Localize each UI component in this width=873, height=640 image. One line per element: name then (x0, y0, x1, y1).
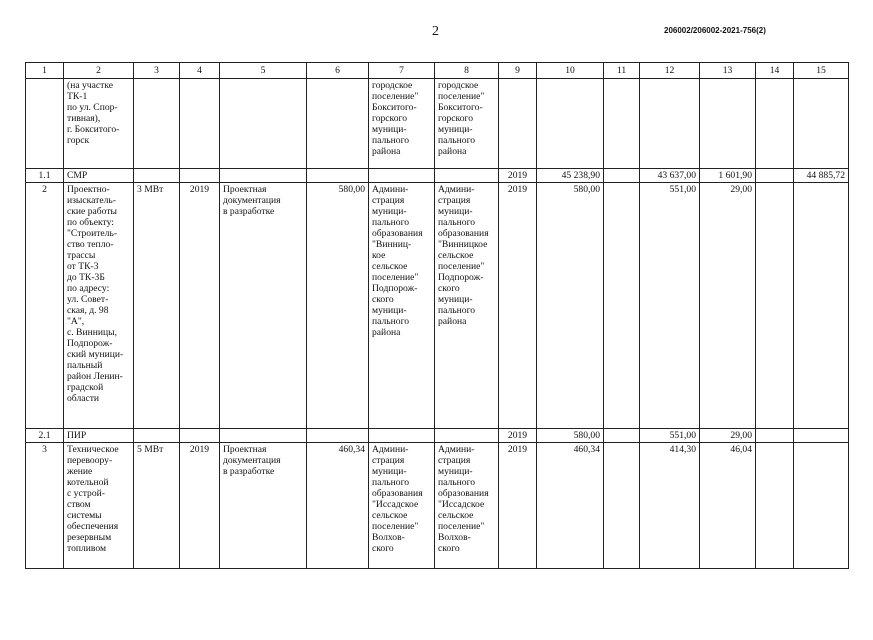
column-header: 8 (435, 63, 499, 79)
column-header: 15 (794, 63, 849, 79)
table-cell (307, 79, 369, 169)
table-row (26, 183, 849, 429)
table-cell (180, 169, 220, 183)
table-cell: городское поселение" Бокситого- горского муници- пального района (435, 79, 499, 169)
table-cell: 580,00 (537, 183, 604, 429)
column-header: 12 (640, 63, 700, 79)
column-header: 4 (180, 63, 220, 79)
table-cell (134, 79, 180, 169)
table-cell (220, 169, 307, 183)
table-cell (180, 79, 220, 169)
table-cell (537, 79, 604, 169)
table-cell: Техническое перевоору- жение котельной с устрой- ством системы обеспечения резервным топливом (64, 443, 134, 569)
table-cell (604, 443, 640, 569)
table-cell: Админи- страция муници- пального образования "Иссадское сельское поселение" Волхов- ского (435, 443, 499, 569)
page-number: 2 (432, 24, 439, 39)
table-cell (794, 443, 849, 569)
table-cell: 551,00 (640, 429, 700, 443)
table-cell: 580,00 (307, 183, 369, 429)
table-cell (134, 169, 180, 183)
table-cell: 2019 (499, 183, 537, 429)
table-cell: ПИР (64, 429, 134, 443)
column-header: 6 (307, 63, 369, 79)
table-cell (307, 169, 369, 183)
column-header: 13 (700, 63, 756, 79)
table-cell (756, 443, 794, 569)
document-id: 206002/206002-2021-756(2) (664, 26, 766, 35)
table-cell (756, 79, 794, 169)
table-row (26, 169, 849, 183)
table-cell: 46,04 (700, 443, 756, 569)
table-cell: 2019 (180, 183, 220, 429)
table-cell: Админи- страция муници- пального образования "Иссадское сельское поселение" Волхов- ского (369, 443, 435, 569)
column-header: 14 (756, 63, 794, 79)
column-header: 9 (499, 63, 537, 79)
table-cell: 2019 (499, 429, 537, 443)
table-cell: 460,34 (537, 443, 604, 569)
table-cell (700, 79, 756, 169)
column-header: 5 (220, 63, 307, 79)
table-cell (435, 169, 499, 183)
table-cell: 1 601,90 (700, 169, 756, 183)
table-cell (369, 429, 435, 443)
table-cell: 551,00 (640, 183, 700, 429)
table-cell (26, 79, 64, 169)
table-cell: СМР (64, 169, 134, 183)
table-cell: 3 (26, 443, 64, 569)
column-header: 7 (369, 63, 435, 79)
table-cell: 2.1 (26, 429, 64, 443)
table-cell: 45 238,90 (537, 169, 604, 183)
table-cell: Проектная документация в разработке (220, 183, 307, 429)
column-header: 10 (537, 63, 604, 79)
table-cell: 44 885,72 (794, 169, 849, 183)
table-cell (756, 183, 794, 429)
column-header: 1 (26, 63, 64, 79)
table-cell (794, 79, 849, 169)
table-cell: 29,00 (700, 429, 756, 443)
column-header: 2 (64, 63, 134, 79)
table-cell (134, 429, 180, 443)
table-cell: Проектно- изыскатель- ские работы по объекту: "Строитель- ство тепло- трассы от ТК-3 до ТК-3Б по адресу: ул. Совет- ская, д. 98 "А", с. Винницы, Подпорож- ский муници- пальный район Ленин- градской области (64, 183, 134, 429)
table-cell (640, 79, 700, 169)
data-table (25, 62, 849, 569)
table-cell: 414,30 (640, 443, 700, 569)
table-cell: городское поселение" Бокситого- горского муници- пального района (369, 79, 435, 169)
table-cell (307, 429, 369, 443)
column-header: 11 (604, 63, 640, 79)
table-cell: 5 МВт (134, 443, 180, 569)
table-cell: 29,00 (700, 183, 756, 429)
table-cell: 2 (26, 183, 64, 429)
table-row (26, 443, 849, 569)
table-cell: Проектная документация в разработке (220, 443, 307, 569)
table-cell (369, 169, 435, 183)
table-cell: Админи- страция муници- пального образования "Винницкое сельское поселение" Подпорож- ского муници- пального района (435, 183, 499, 429)
table-cell: 3 МВт (134, 183, 180, 429)
table-cell: 2019 (180, 443, 220, 569)
table-cell (604, 79, 640, 169)
table-cell (756, 429, 794, 443)
table-cell: 2019 (499, 443, 537, 569)
table-cell: 580,00 (537, 429, 604, 443)
table-cell (794, 183, 849, 429)
table-row (26, 79, 849, 169)
table-cell (435, 429, 499, 443)
table-cell (604, 183, 640, 429)
table-cell: (на участке ТК-1 по ул. Спор- тивная), г. Бокситого- горск (64, 79, 134, 169)
table-cell (604, 169, 640, 183)
table-cell (180, 429, 220, 443)
table-cell (499, 79, 537, 169)
column-header: 3 (134, 63, 180, 79)
table-cell (220, 79, 307, 169)
table-cell: 460,34 (307, 443, 369, 569)
table-cell (604, 429, 640, 443)
table-cell: Админи- страция муници- пального образования "Винниц- кое сельское поселение" Подпорож- ского муници- пального района (369, 183, 435, 429)
table-cell (220, 429, 307, 443)
table-row (26, 429, 849, 443)
table-cell: 1.1 (26, 169, 64, 183)
table-cell: 2019 (499, 169, 537, 183)
header-row (26, 63, 849, 79)
table-cell: 43 637,00 (640, 169, 700, 183)
table-cell (756, 169, 794, 183)
table-cell (794, 429, 849, 443)
